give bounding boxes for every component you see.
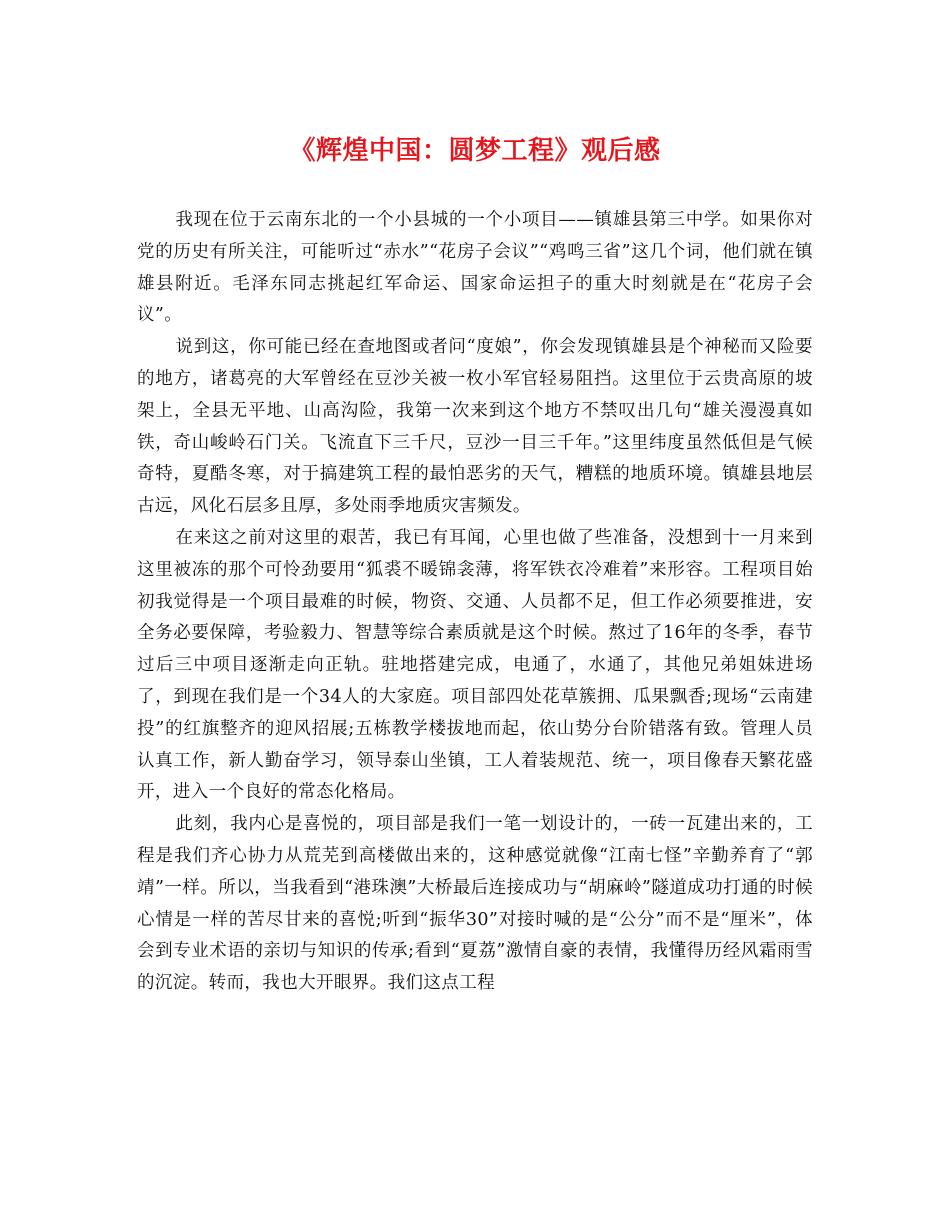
paragraph-4: 此刻，我内心是喜悦的，项目部是我们一笔一划设计的，一砖一瓦建出来的，工程是我们齐心协力从荒芜到高楼做出来的，这种感觉就像“江南七怪”辛勤养育了“郭靖”一样。所以，当我看到“港珠澳”大桥最后连接成功与“胡麻岭”隧道成功打通的时候心情是一样的苦尽甘来的喜悦;听到“振华30”对接时喊的是“公分”而不是“厘米”，体会到专业术语的亲切与知识的传承;看到“夏荔”激情自豪的表情，我懂得历经风霜雨雪的沉淀。转而，我也大开眼界。我们这点工程 [137,814,813,994]
document-title: 《辉煌中国：圆梦工程》观后感 [289,136,661,166]
paragraph-1: 我现在位于云南东北的一个小县城的一个小项目——镇雄县第三中学。如果你对党的历史有所关注，可能听过“赤水”“花房子会议”“鸡鸣三省”这几个词，他们就在镇雄县附近。毛泽东同志挑起红军命运、国家命运担子的重大时刻就是在“花房子会议”。 [137,210,813,326]
document-body [137,205,813,1000]
paragraph-3: 在来这之前对这里的艰苦，我已有耳闻，心里也做了些准备，没想到十一月来到这里被冻的那个可怜劲要用“狐裘不暖锦衾薄，将军铁衣冷难着”来形容。工程项目始初我觉得是一个项目最难的时候，物资、交通、人员都不足，但工作必须要推进，安全务必要保障，考验毅力、智慧等综合素质就是这个时候。熬过了16年的冬季，春节过后三中项目逐渐走向正轨。驻地搭建完成，电通了，水通了，其他兄弟姐妹进场了，到现在我们是一个34人的大家庭。项目部四处花草簇拥、瓜果飘香;现场“云南建投”的红旗整齐的迎风招展;五栋教学楼拔地而起，依山势分台阶错落有致。管理人员认真工作，新人勤奋学习，领导泰山坐镇，工人着装规范、统一，项目像春天繁花盛开，进入一个良好的常态化格局。 [137,527,813,803]
paragraph-2: 说到这，你可能已经在查地图或者问“度娘”，你会发现镇雄县是个神秘而又险要的地方，诸葛亮的大军曾经在豆沙关被一枚小军官轻易阻挡。这里位于云贵高原的坡架上，全县无平地、山高沟险，我第一次来到这个地方不禁叹出几句“雄关漫漫真如铁，奇山峻岭石门关。飞流直下三千尺，豆沙一目三千年。”这里纬度虽然低但是气候奇特，夏酷冬寒，对于搞建筑工程的最怕恶劣的天气，糟糕的地质环境。镇雄县地层古远，风化石层多且厚，多处雨季地质灾害频发。 [137,337,813,517]
